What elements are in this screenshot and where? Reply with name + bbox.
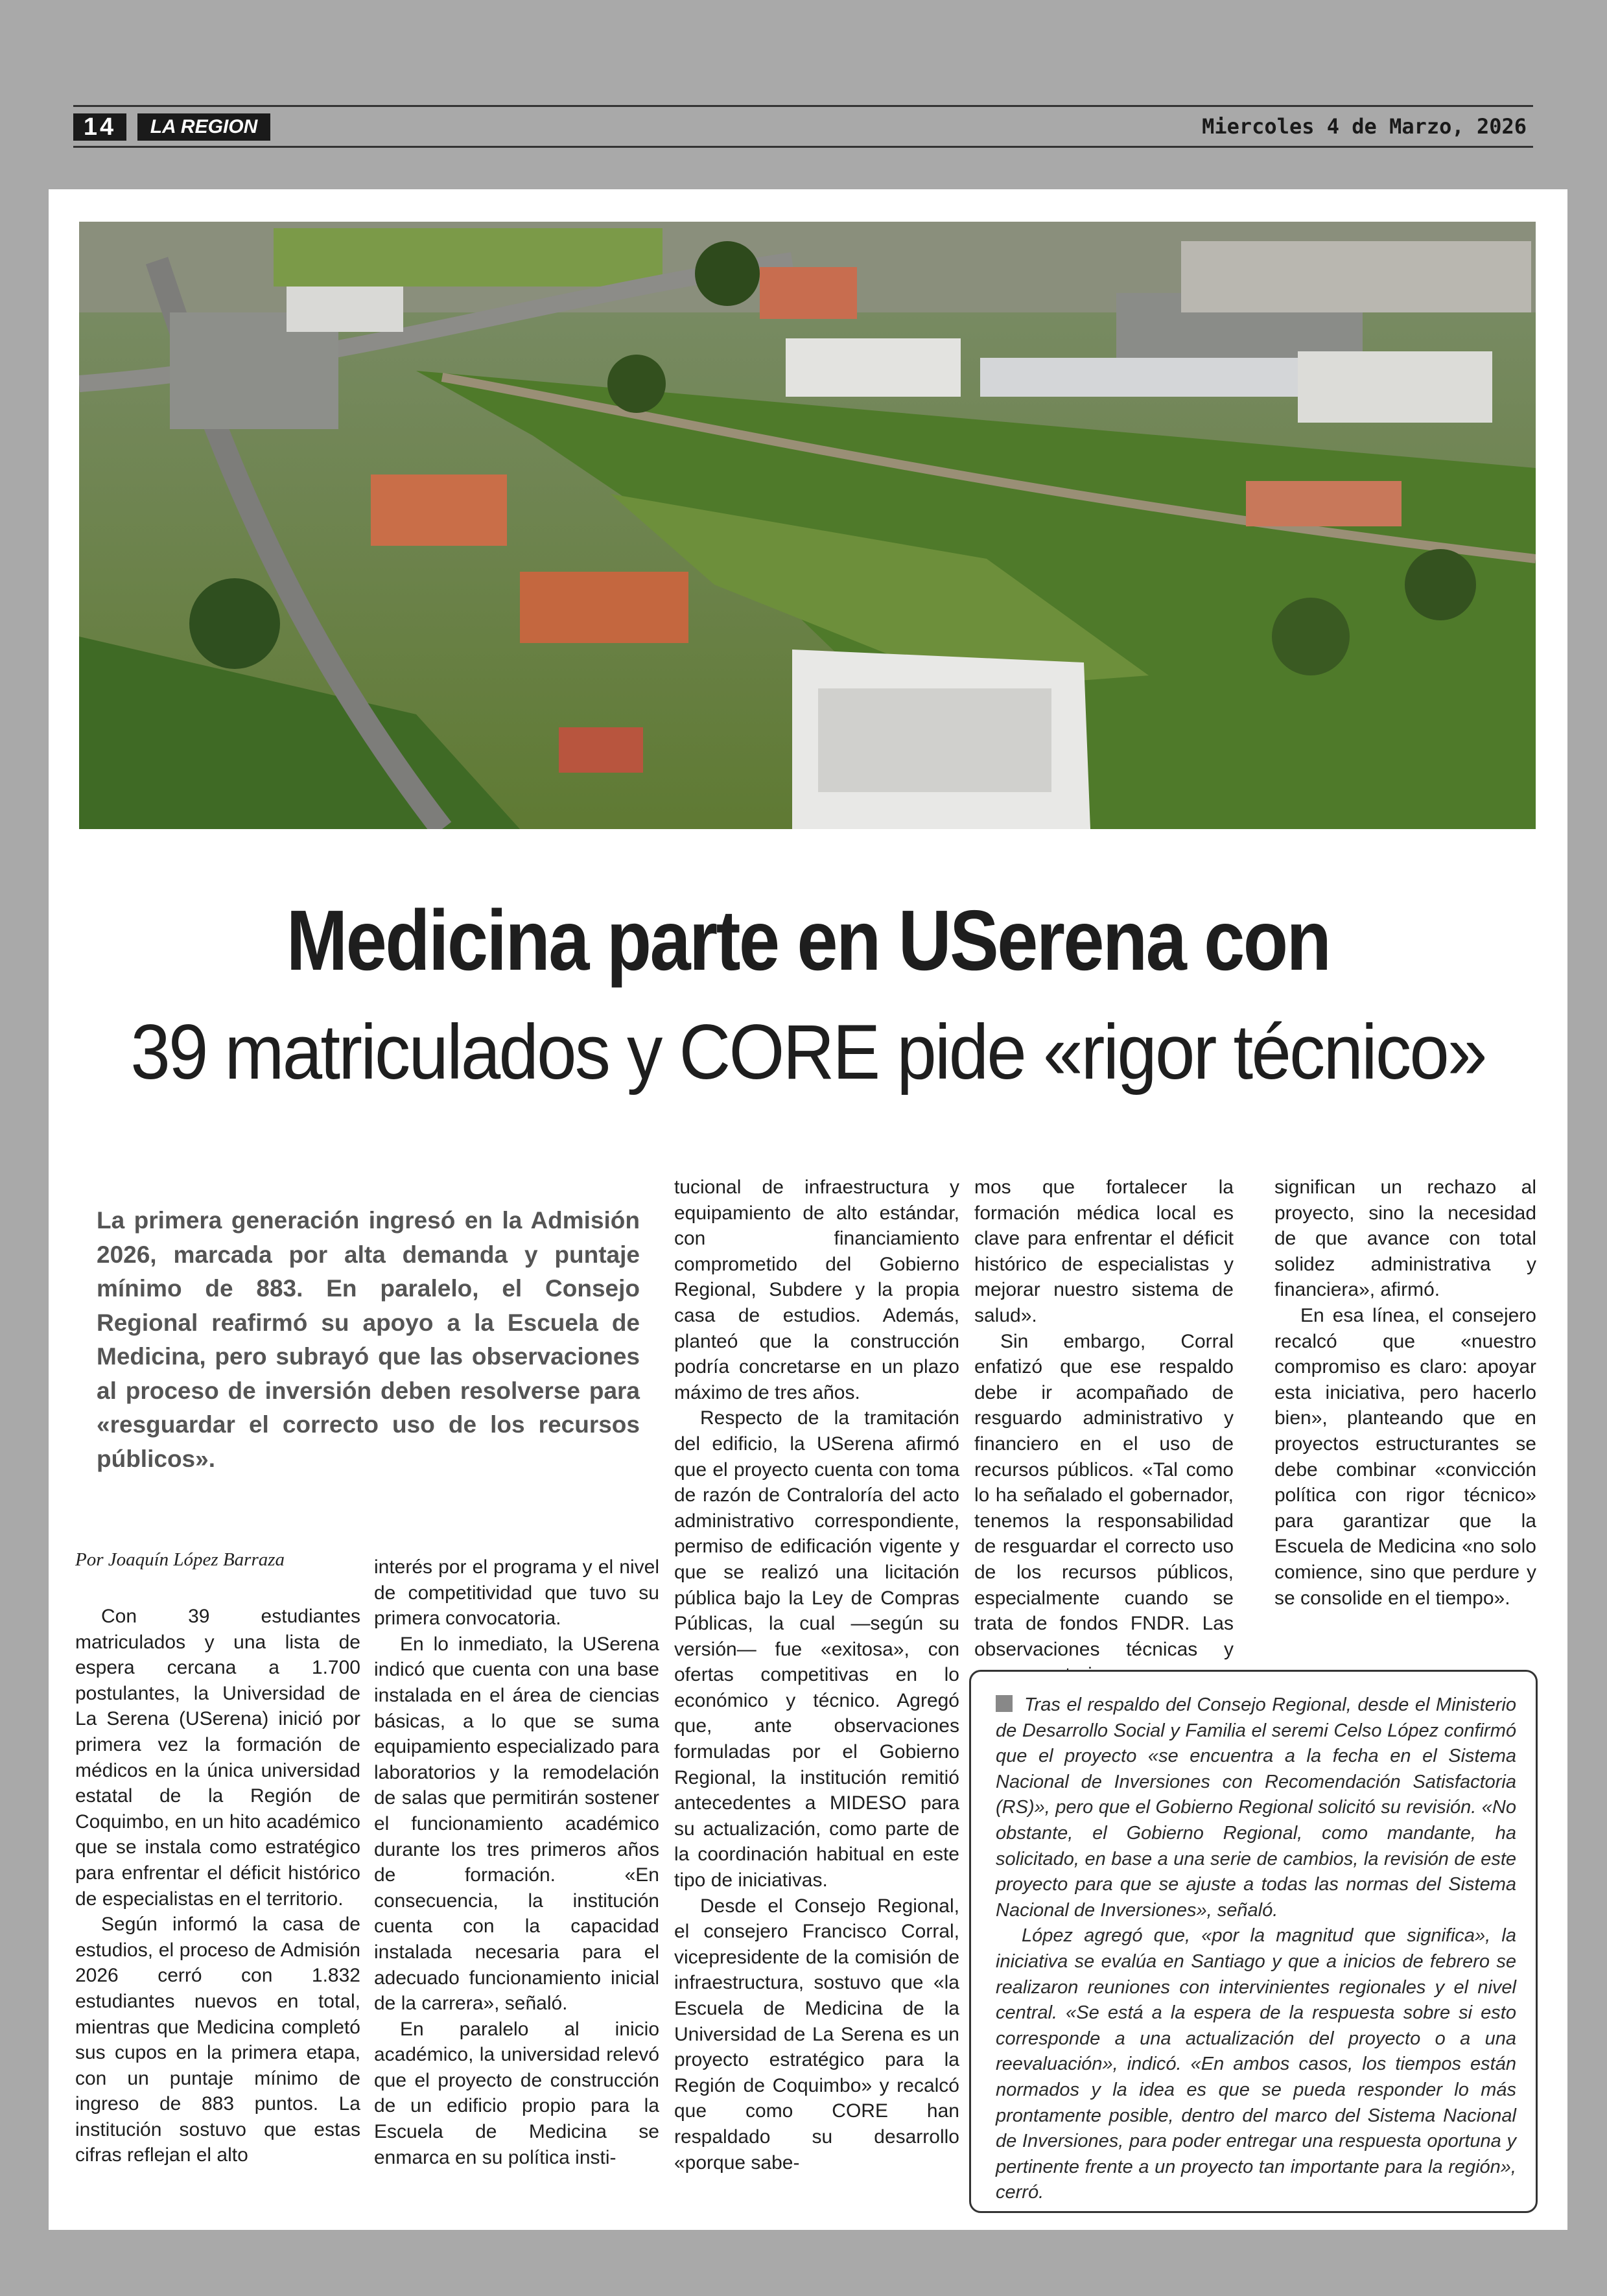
body-paragraph: En paralelo al inicio académico, la universidad relevó que el proyecto de construcción de un edificio propio para la Escuela de Medicina se enmarca en su política insti-	[374, 2018, 659, 2168]
header-rule-top	[73, 105, 1533, 107]
newspaper-page	[49, 189, 1567, 2230]
body-paragraph: En lo inmediato, la USerena indicó que cuenta con una base instalada en el área de ciencias básicas, a lo que se suma equipamiento especializado para laboratorios y la remodelación de salas que permitirán sostener el funcionamiento académico durante los tres primeros años de formación. «En consecuencia, la institución cuenta con la capacidad instalada necesaria para el adecuado funcionamiento inicial de la carrera», señaló.	[374, 1633, 659, 2015]
sidebar-paragraph	[996, 1693, 1516, 1923]
header-rule-bottom	[73, 146, 1533, 148]
sidebar-box	[969, 1670, 1538, 2213]
body-column-3	[674, 1175, 959, 2175]
square-bullet-icon	[996, 1695, 1013, 1712]
byline: Por Joaquín López Barraza	[75, 1549, 285, 1570]
aerial-campus-photo	[79, 222, 1536, 829]
body-paragraph: significan un rechazo al proyecto, sino la necesidad de que avance con total solidez administrativa y financiera», afirmó.	[1274, 1177, 1536, 1301]
body-paragraph: Respecto de la tramitación del edificio, la USerena afirmó que el proyecto cuenta con toma de razón de Contraloría del acto administrativo correspondiente, permiso de edificación vigente y que se realizó una licitación pública bajo la Ley de Compras Públicas, la cual —según su versión— fue «exitosa», con ofertas competitivas en lo económico y técnico. Agregó que, ante observaciones formuladas por el Gobierno Regional, la institución remitió antecedentes a MIDESO para su actualización, como parte de la coordinación habitual en este tipo de iniciativas.	[674, 1407, 959, 1892]
body-column-4	[974, 1175, 1234, 1688]
body-paragraph: tucional de infraestructura y equipamiento de alto estándar, con financiamiento comprometido del Gobierno Regional, Subdere y la propia casa de estudios. Además, planteó que la construcción podría concretarse en un plazo máximo de tres años.	[674, 1177, 959, 1403]
publication-name: LA REGION	[137, 113, 270, 141]
body-column-1	[75, 1604, 360, 2168]
sidebar-paragraph-text: Tras el respaldo del Consejo Regional, desde el Ministerio de Desarrollo Social y Familia el seremi Celso López confirmó que el proyecto «se encuentra a la fecha en el Sistema Nacional de Inversiones con Recomendación Satisfactoria (RS)», pero que el Gobierno Regional solicitó su revisión. «No obstante, el Gobierno Regional, como mandante, ha solicitado, en base a una serie de cambios, la revisión de este proyecto para que se ajuste a todas las normas del Sistema Nacional de Inversiones», señaló.	[996, 1694, 1516, 1921]
body-paragraph: Según informó la casa de estudios, el proceso de Admisión 2026 cerró con 1.832 estudiantes nuevos en total, mientras que Medicina completó sus cupos en la primera etapa, con un puntaje mínimo de ingreso de 883 puntos. La institución sostuvo que estas cifras reflejan el alto	[75, 1914, 360, 2166]
body-column-2	[374, 1554, 659, 2170]
page-number: 14	[73, 113, 126, 141]
body-paragraph: Sin embargo, Corral enfatizó que ese respaldo debe ir acompañado de resguardo administrativo y financiero en el uso de recursos públicos. «Tal como lo ha señalado el gobernador, tenemos la responsabilidad de resguardar el correcto uso de los recursos públicos, especialmente cuando se trata de fondos FNDR. Las observaciones técnicas y	[974, 1330, 1234, 1660]
sidebar-paragraph: López agregó que, «por la magnitud que significa», la iniciativa se evalúa en Santiago y que a inicios de febrero se realizaron reuniones con intervinientes regionales y el nivel central. «Se está a la espera de la respuesta sobre si esto corresponde a una actualización del proyecto o a una reevaluación», indicó. «En ambos casos, los tiempos están normados y la idea es que se pueda responder lo más prontamente posible, dentro del marco del Sistema Nacional de Inversiones, para poder entregar una respuesta oportuna y pertinente frente a un proyecto tan importante para la región», cerró.	[996, 1925, 1516, 2203]
body-paragraph: mos que fortalecer la formación médica local es clave para enfrentar el déficit histórico de especialistas y mejorar nuestro sistema de salud».	[974, 1177, 1234, 1326]
issue-date: Miercoles 4 de Marzo, 2026	[1202, 114, 1527, 139]
body-paragraph: interés por el programa y el nivel de competitividad que tuvo su primera convocatoria.	[374, 1556, 659, 1630]
aerial-photo-illustration	[79, 222, 1536, 829]
headline-line-1: Medicina parte en USerena con	[286, 893, 1330, 988]
headline-line-2: 39 matriculados y CORE pide «rigor técnico»	[130, 1009, 1486, 1095]
body-paragraph: Con 39 estudiantes matriculados y una lista de espera cercana a 1.700 postulantes, la Universidad de La Serena (USerena) inició por primera vez la formación de médicos en la única universidad estatal de la Región de Coquimbo, en un hito académico que se instala como estratégico para enfrentar el déficit histórico de especialistas en el territorio.	[75, 1606, 360, 1910]
body-paragraph: En esa línea, el consejero recalcó que «nuestro compromiso es claro: apoyar esta iniciativa, pero hacerlo bien», planteando que en proyectos estructurantes se debe combinar «convicción política con rigor técnico» para garantizar que la Escuela de Medicina «no solo comience, sino que perdure y se consolide en el tiempo».	[1274, 1304, 1536, 1609]
body-column-5	[1274, 1175, 1536, 1611]
body-paragraph: Desde el Consejo Regional, el consejero Francisco Corral, vicepresidente de la comisión de infraestructura, sostuvo que «la Escuela de Medicina de la Universidad de La Serena es un proyecto estratégico para la Región de Coquimbo» y recalcó que como CORE han respaldado su desarrollo «porque sabe-	[674, 1895, 959, 2173]
article-lead: La primera generación ingresó en la Admisión 2026, marcada por alta demanda y puntaje mínimo de 883. En paralelo, el Consejo Regional reafirmó su apoyo a la Escuela de Medicina, pero subrayó que las observaciones al proceso de inversión deben resolverse para «resguardar el correcto uso de los recursos públicos».	[97, 1207, 640, 1472]
